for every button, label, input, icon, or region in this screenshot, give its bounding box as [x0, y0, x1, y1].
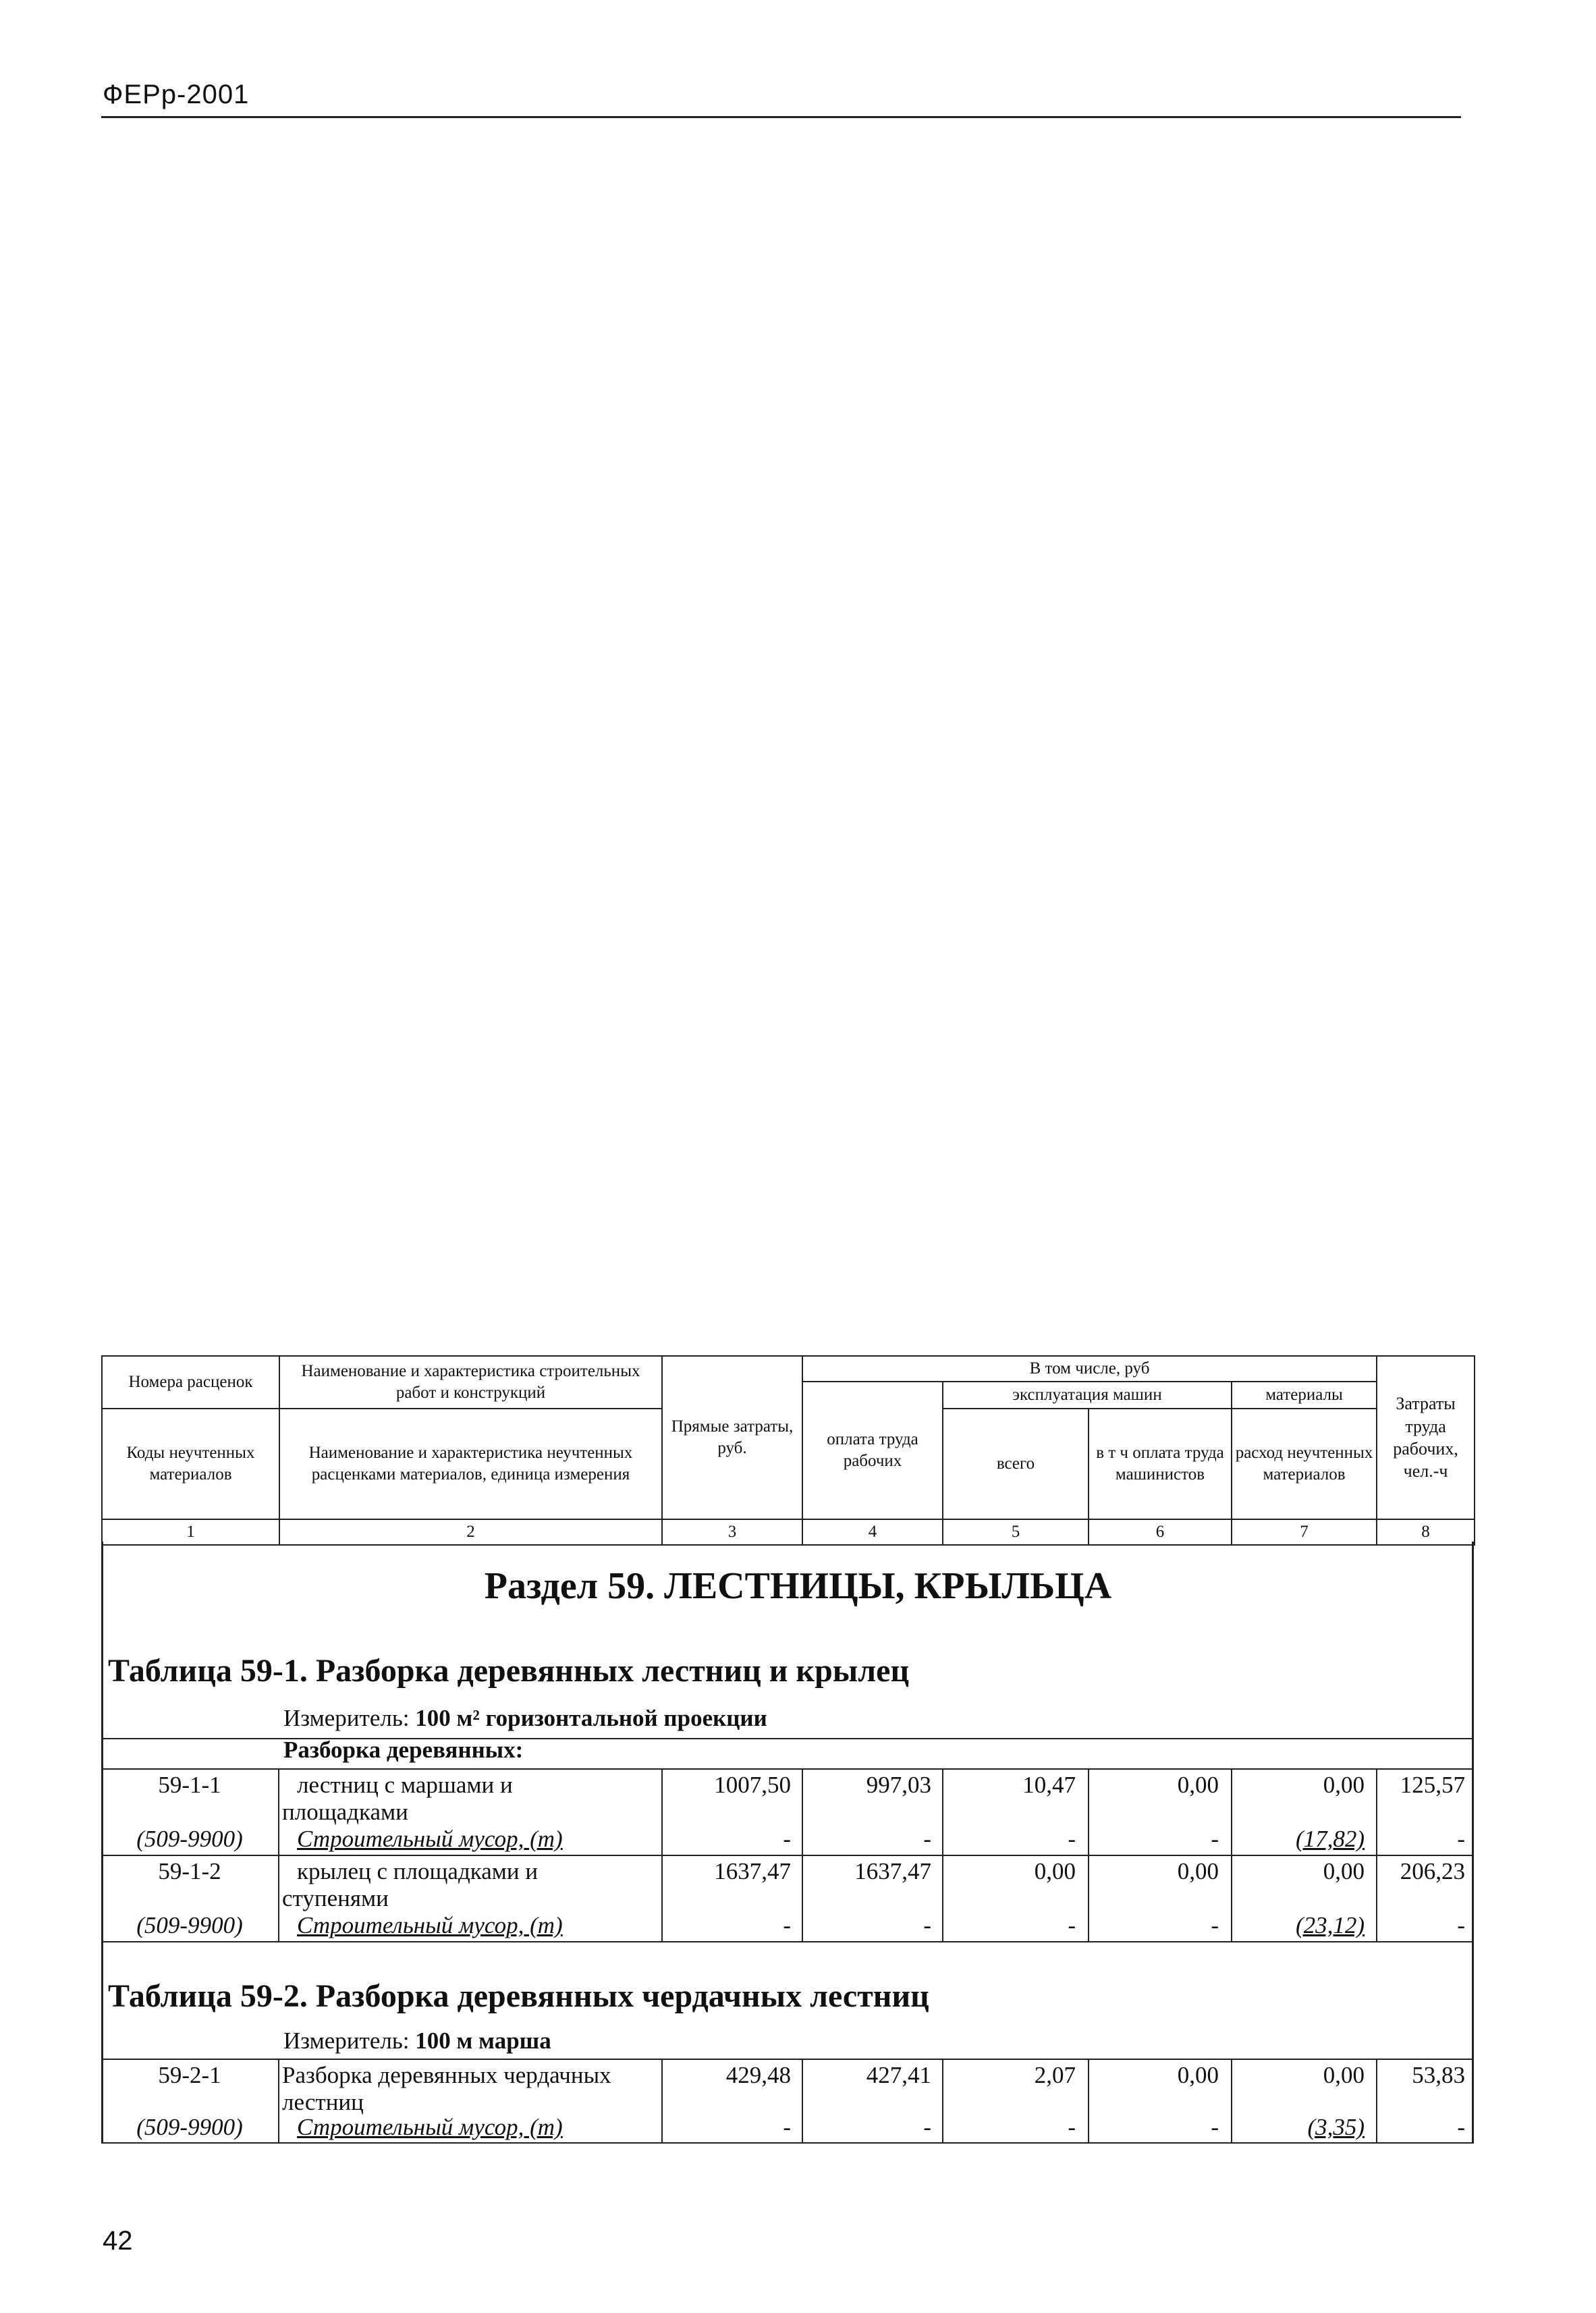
work-name-cont: ступенями — [282, 1885, 389, 1911]
machinist-pay: - — [1211, 2114, 1219, 2140]
machines-total: - — [1068, 1912, 1076, 1938]
direct-costs: 1637,47 — [714, 1858, 791, 1884]
materials: 0,00 — [1323, 1858, 1365, 1884]
material-consumption: (17,82) — [1295, 1826, 1365, 1852]
measure-unit — [283, 1705, 767, 1732]
rate-code: 59-1-1 — [158, 1772, 221, 1798]
work-name-cont: площадками — [282, 1799, 408, 1825]
labor-costs: 206,23 — [1400, 1858, 1465, 1884]
rule — [101, 1855, 1474, 1856]
material-name: Строительный мусор, (т) — [297, 1912, 563, 1938]
header-worker-pay: оплата труда рабочих — [802, 1382, 943, 1519]
work-name: крылец с площадками и — [297, 1858, 539, 1884]
col-num-5: 5 — [943, 1519, 1089, 1545]
direct-costs: - — [783, 1826, 791, 1852]
machines-total: - — [1068, 2114, 1076, 2140]
material-code: (509-9900) — [136, 1826, 243, 1852]
header-material-names: Наименование и характеристика неучтенных расценками материалов, единица измерения — [279, 1409, 662, 1519]
page-number: 42 — [103, 2226, 133, 2256]
col-num-4: 4 — [802, 1519, 943, 1545]
worker-pay: 1637,47 — [854, 1858, 931, 1884]
work-name: лестниц с маршами и — [297, 1772, 513, 1798]
header-unaccounted-materials: расход неучтенных материалов — [1232, 1409, 1377, 1519]
header-material-codes: Коды неучтенных материалов — [102, 1409, 279, 1519]
direct-costs: 1007,50 — [714, 1772, 791, 1798]
machines-total: - — [1068, 1826, 1076, 1852]
direct-costs: - — [783, 1912, 791, 1938]
labor-costs: 125,57 — [1400, 1772, 1465, 1798]
table-title: Таблица 59-1. Разборка деревянных лестниц и крылец — [108, 1653, 910, 1689]
column-header-table — [101, 1355, 1475, 1546]
measure-value: 100 м марша — [415, 2028, 551, 2054]
col-num-8: 8 — [1377, 1519, 1475, 1545]
col-num-2: 2 — [279, 1519, 662, 1545]
table-title: Таблица 59-2. Разборка деревянных чердачных лестниц — [108, 1978, 929, 2014]
header-machine-operation: эксплуатация машин — [943, 1382, 1232, 1409]
rate-code: 59-1-2 — [158, 1858, 221, 1884]
grid-line — [278, 2059, 279, 2144]
rule — [101, 1941, 1474, 1942]
machinist-pay: 0,00 — [1177, 1772, 1219, 1798]
labor-costs: - — [1457, 1912, 1465, 1938]
worker-pay: - — [923, 2114, 931, 2140]
measure-label: Измеритель: — [283, 2028, 410, 2054]
machines-total: 0,00 — [1034, 1858, 1076, 1884]
group-label: Разборка деревянных: — [283, 1737, 524, 1763]
labor-costs: 53,83 — [1412, 2062, 1465, 2088]
labor-costs: - — [1457, 2114, 1465, 2140]
col-num-1: 1 — [102, 1519, 279, 1545]
header-materials: материалы — [1232, 1382, 1377, 1409]
header-rule — [101, 116, 1461, 118]
worker-pay: 997,03 — [866, 1772, 931, 1798]
machinist-pay: - — [1211, 1826, 1219, 1852]
section-title: Раздел 59. ЛЕСТНИЦЫ, КРЫЛЬЦА — [484, 1565, 1112, 1607]
materials: 0,00 — [1323, 1772, 1365, 1798]
measure-label: Измеритель: — [283, 1705, 410, 1731]
rule — [101, 1768, 1474, 1770]
machines-total: 2,07 — [1034, 2062, 1076, 2088]
labor-costs: - — [1457, 1826, 1465, 1852]
header-machinist-pay: в т ч оплата труда машинистов — [1089, 1409, 1232, 1519]
header-direct-costs: Прямые затраты, руб. — [662, 1356, 802, 1519]
materials: 0,00 — [1323, 2062, 1365, 2088]
measure-value: 100 м² горизонтальной проекции — [415, 1705, 767, 1731]
worker-pay: - — [923, 1912, 931, 1938]
rate-code: 59-2-1 — [158, 2062, 221, 2088]
material-code: (509-9900) — [136, 1912, 243, 1938]
material-consumption: (23,12) — [1295, 1912, 1365, 1938]
running-head: ФЕРр-2001 — [103, 80, 250, 109]
header-including-group: В том числе, руб — [802, 1356, 1377, 1382]
header-labor-costs: Затраты труда рабочих, чел.-ч — [1377, 1356, 1475, 1519]
worker-pay: - — [923, 1826, 931, 1852]
rule — [101, 2142, 1474, 2144]
material-code: (509-9900) — [136, 2114, 243, 2140]
direct-costs: 429,48 — [725, 2062, 791, 2088]
header-work-name: Наименование и характеристика строительных работ и конструкций — [279, 1356, 662, 1409]
measure-unit — [283, 2028, 551, 2055]
work-name-cont: лестниц — [282, 2089, 364, 2115]
col-num-3: 3 — [662, 1519, 802, 1545]
header-rate-numbers: Номера расценок — [102, 1356, 279, 1409]
material-name: Строительный мусор, (т) — [297, 1826, 563, 1852]
machinist-pay: 0,00 — [1177, 1858, 1219, 1884]
direct-costs: - — [783, 2114, 791, 2140]
machinist-pay: - — [1211, 1912, 1219, 1938]
col-num-6: 6 — [1089, 1519, 1232, 1545]
header-machines-total: всего — [943, 1409, 1089, 1519]
rule — [101, 2059, 1474, 2060]
work-name: Разборка деревянных чердачных — [282, 2062, 611, 2088]
material-name: Строительный мусор, (т) — [297, 2114, 563, 2140]
machines-total: 10,47 — [1022, 1772, 1076, 1798]
col-num-7: 7 — [1232, 1519, 1377, 1545]
worker-pay: 427,41 — [866, 2062, 931, 2088]
machinist-pay: 0,00 — [1177, 2062, 1219, 2088]
material-consumption: (3,35) — [1307, 2114, 1365, 2140]
